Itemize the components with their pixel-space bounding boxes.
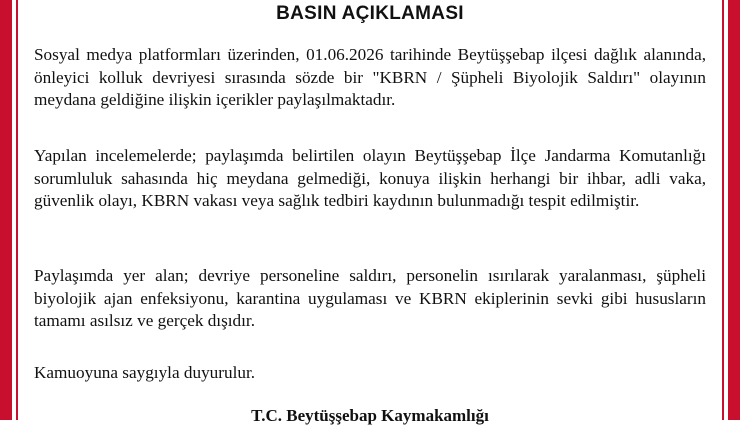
frame-inner-line-left (16, 0, 18, 420)
paragraph-3: Paylaşımda yer alan; devriye personeline saldırı, personelin ısırılarak yaralanması, şüpheli biyolojik ajan enfeksiyonu, karantina uygulaması ve KBRN ekiplerinin sevki gibi hususların tamamı asılsız ve gerçek dışıdır. (34, 266, 706, 330)
document-title: BASIN AÇIKLAMASI (276, 3, 464, 24)
paragraph-1: Sosyal medya platformları üzerinden, 01.06.2026 tarihinde Beytüşşebap ilçesi dağlık alanında, önleyici kolluk devriyesi sırasında sözde bir "KBRN / Şüpheli Biyolojik Saldırı" olayının meydana geldiğine ilişkin içerikler paylaşılmaktadır. (34, 45, 706, 109)
paragraph-2: Yapılan incelemelerde; paylaşımda belirtilen olayın Beytüşşebap İlçe Jandarma Komutanlığı sorumluluk sahasında hiç meydana gelmediği, konuya ilişkin herhangi bir ihbar, adli vaka, güvenlik olayı, KBRN vakası veya sağlık tedbiri kaydının bulunmadığı tespit edilmiştir. (34, 146, 706, 210)
paragraph-closing: Kamuoyuna saygıyla duyurulur. (34, 363, 256, 382)
signature-line: T.C. Beytüşşebap Kaymakamlığı (251, 406, 489, 425)
document-body (34, 0, 706, 425)
frame-inner-line-right (722, 0, 724, 420)
